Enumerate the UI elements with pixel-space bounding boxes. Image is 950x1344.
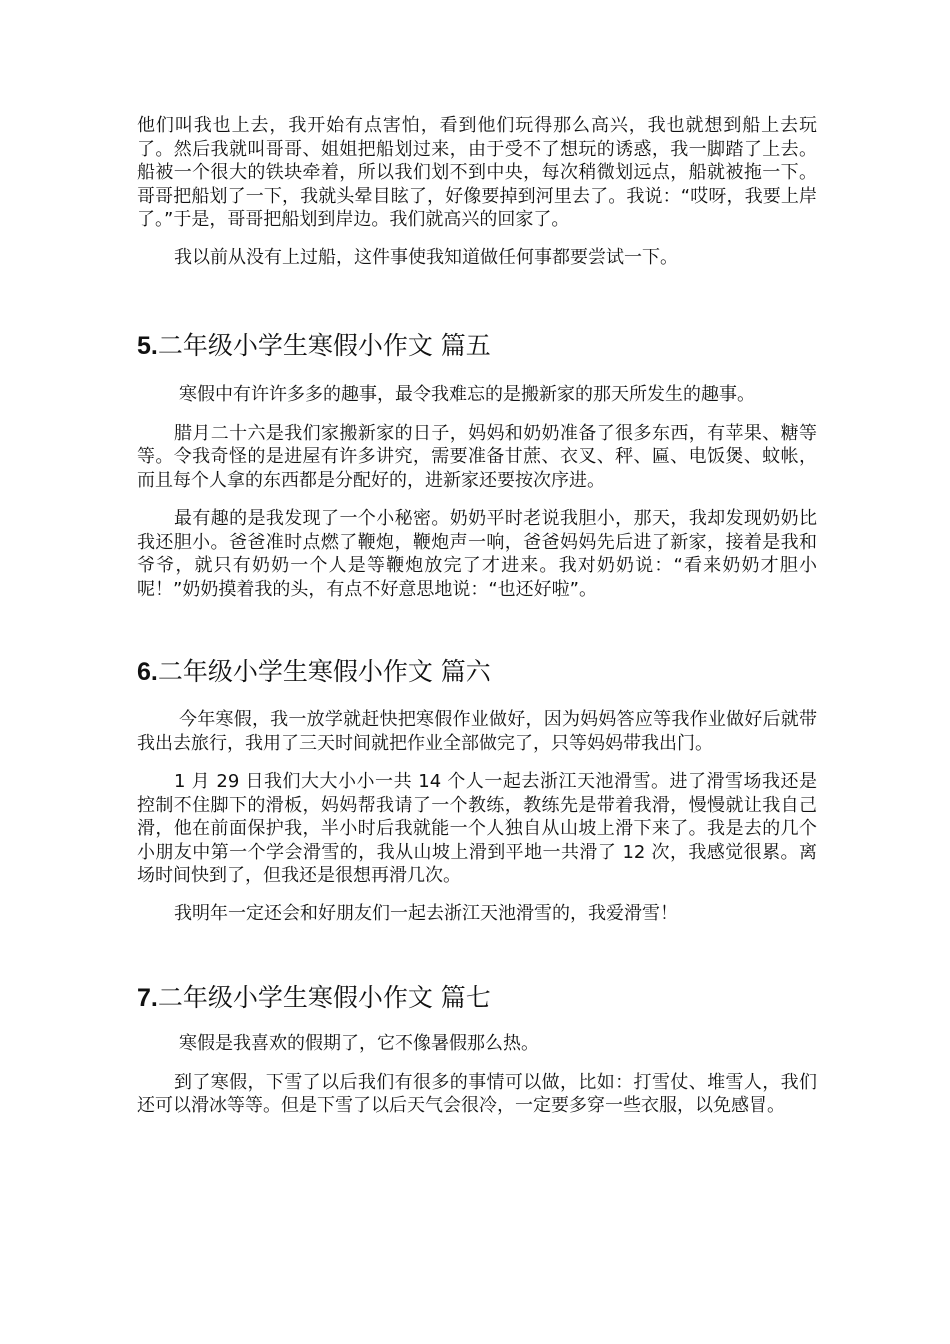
section-heading-6 (137, 656, 817, 688)
section-number: 7. (137, 984, 158, 1012)
paragraph: 寒假中有许许多多的趣事，最令我难忘的是搬新家的那天所发生的趣事。 (179, 384, 755, 405)
paragraph: 今年寒假，我一放学就赶快把寒假作业做好，因为妈妈答应等我作业做好后就带我出去旅行，我用了三天时间就把作业全部做完了，只等妈妈带我出门。 (137, 709, 817, 754)
section-title: 二年级小学生寒假小作文 篇七 (157, 983, 491, 1012)
paragraph: 1 月 29 日我们大大小小一共 14 个人一起去浙江天池滑雪。进了滑雪场我还是控制不住脚下的滑板，妈妈帮我请了一个教练，教练先是带着我滑，慢慢就让我自己滑，他在前面保护我，半小时后我就能一个人独自从山坡上滑下来了。我是去的几个小朋友中第一个学会滑雪的，我从山坡上滑到平地一共滑了 12 次，我感觉很累。离场时间快到了，但我还是很想再滑几次。 (137, 771, 817, 886)
paragraph: 他们叫我也上去，我开始有点害怕，看到他们玩得那么高兴，我也就想到船上去玩了。然后我就叫哥哥、姐姐把船划过来，由于受不了想玩的诱惑，我一脚踏了上去。船被一个很大的铁块牵着，所以我们划不到中央，每次稍微划远点，船就被拖一下。哥哥把船划了一下，我就头晕目眩了，好像要掉到河里去了。我说：“哎呀，我要上岸了。”于是，哥哥把船划到岸边。我们就高兴的回家了。 (137, 115, 817, 230)
paragraph: 我明年一定还会和好朋友们一起去浙江天池滑雪的，我爱滑雪！ (174, 902, 678, 924)
section-number: 5. (137, 332, 158, 360)
paragraph: 腊月二十六是我们家搬新家的日子，妈妈和奶奶准备了很多东西，有苹果、糖等等。令我奇怪的是进屋有许多讲究，需要准备甘蔗、衣叉、秤、匾、电饭煲、蚊帐，而且每个人拿的东西都是分配好的，进新家还要按次序进。 (137, 422, 817, 491)
section-title: 二年级小学生寒假小作文 篇六 (157, 657, 491, 686)
paragraph: 寒假是我喜欢的假期了，它不像暑假那么热。 (179, 1033, 539, 1054)
paragraph: 最有趣的是我发现了一个小秘密。奶奶平时老说我胆小，那天，我却发现奶奶比我还胆小。爸爸准时点燃了鞭炮，鞭炮声一响，爸爸妈妈先后进了新家，接着是我和爷爷，就只有奶奶一个人是等鞭炮放完了才进来。我对奶奶说：“看来奶奶才胆小呢！”奶奶摸着我的头，有点不好意思地说：“也还好啦”。 (137, 508, 817, 600)
section-title: 二年级小学生寒假小作文 篇五 (157, 331, 491, 360)
paragraph: 我以前从没有上过船，这件事使我知道做任何事都要尝试一下。 (174, 246, 678, 268)
section-heading-7 (137, 982, 817, 1014)
document-page (137, 114, 817, 1118)
section-heading-5 (137, 330, 817, 362)
paragraph: 到了寒假，下雪了以后我们有很多的事情可以做，比如：打雪仗、堆雪人，我们还可以滑冰等等。但是下雪了以后天气会很冷，一定要多穿一些衣服，以免感冒。 (137, 1071, 817, 1116)
section-number: 6. (137, 658, 158, 686)
